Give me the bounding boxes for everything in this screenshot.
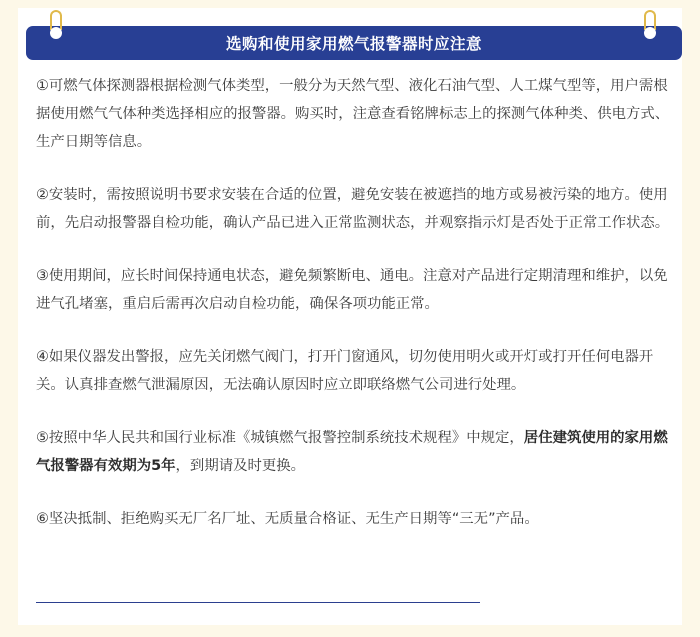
paragraph-5-lead: ⑤按照中华人民共和国行业标准《城镇燃气报警控制系统技术规程》中规定， — [36, 430, 524, 446]
banner-title: 选购和使用家用燃气报警器时应注意 — [225, 35, 482, 53]
hook-decoration-icon — [47, 10, 67, 44]
hook-decoration-icon — [641, 10, 661, 44]
notice-paragraph-6: ⑥坚决抵制、拒绝购买无厂名厂址、无质量合格证、无生产日期等“三无”产品。 — [36, 511, 539, 527]
notice-paragraph-1: ①可燃气体探测器根据检测气体类型，一般分为天然气型、液化石油气型、人工煤气型等，用户需根据使用燃气气体种类选择相应的报警器。购买时，注意查看铭牌标志上的探测气体种类、供电方式、生产日期等信息。 — [36, 78, 670, 150]
paragraph-5-tail: ，到期请及时更换。 — [175, 458, 306, 474]
notice-paragraph-3: ③使用期间，应长时间保持通电状态，避免频繁断电、通电。注意对产品进行定期清理和维护，以免进气孔堵塞，重启后需再次启动自检功能，确保各项功能正常。 — [36, 268, 668, 312]
title-banner — [26, 26, 682, 60]
validity-highlight: 居住建筑使用的家用燃气报警器有效期为5年 — [36, 430, 668, 474]
notice-paragraph-2: ②安装时，需按照说明书要求安装在合适的位置，避免安装在被遮挡的地方或易被污染的地方。使用前，先启动报警器自检功能，确认产品已进入正常监测状态，并观察指示灯是否处于正常工作状态。 — [36, 187, 670, 231]
notice-content — [36, 72, 674, 533]
divider-line — [36, 602, 480, 603]
notice-paragraph-5 — [36, 424, 674, 480]
notice-paragraph-4: ④如果仪器发出警报，应先关闭燃气阀门，打开门窗通风，切勿使用明火或开灯或打开任何电器开关。认真排查燃气泄漏原因，无法确认原因时应立即联络燃气公司进行处理。 — [36, 349, 654, 393]
